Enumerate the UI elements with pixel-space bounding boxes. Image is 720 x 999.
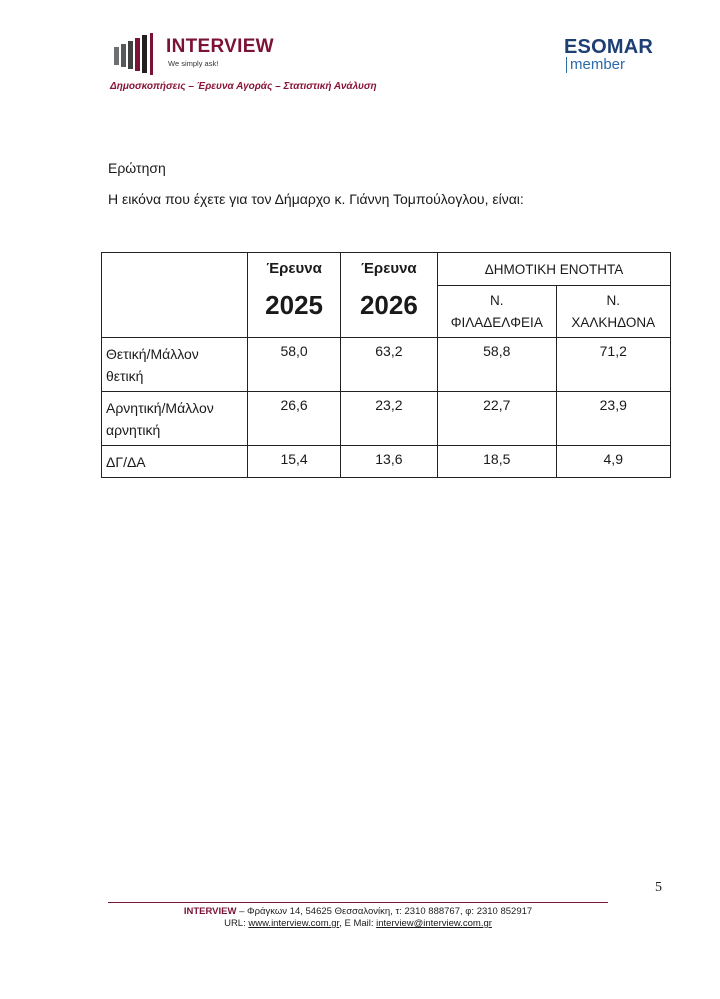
row-label (102, 392, 248, 446)
row-label (102, 338, 248, 392)
logo-text (166, 36, 274, 68)
footer-url-label: URL: (224, 918, 249, 929)
results-table (101, 252, 671, 478)
question-label: Ερώτηση (108, 160, 166, 176)
survey-word: Έρευνα (361, 260, 417, 277)
company-tagline: Δημοσκοπήσεις – Έρευνα Αγοράς – Στατιστική Ανάλυση (110, 81, 377, 92)
page-header (110, 30, 670, 100)
footer-address: – Φράγκων 14, 54625 Θεσσαλονίκη, τ: 2310 888767, φ: 2310 852917 (236, 906, 533, 917)
survey-year: 2025 (265, 290, 324, 320)
page-footer (108, 906, 608, 930)
survey-word: Έρευνα (266, 260, 322, 277)
value-cell: 23,2 (340, 392, 437, 446)
value-cell: 58,8 (438, 338, 557, 392)
footer-email-link[interactable]: interview@interview.com.gr (376, 918, 492, 929)
value-cell: 4,9 (556, 446, 670, 478)
footer-company: INTERVIEW (183, 906, 237, 917)
value-cell: 13,6 (340, 446, 437, 478)
row-label-line: Αρνητική/Μάλλον (106, 400, 214, 416)
survey-year: 2026 (359, 290, 418, 320)
esomar-logo (564, 36, 670, 73)
row-label-line: Θετική/Μάλλον (106, 346, 199, 362)
region-xalkidona-header (556, 286, 670, 338)
esomar-member: member (566, 57, 670, 73)
row-label-line: θετική (106, 368, 144, 384)
page-number: 5 (655, 880, 662, 895)
interview-logo-icon (114, 33, 162, 75)
value-cell: 63,2 (340, 338, 437, 392)
table-header-row (102, 253, 671, 286)
table-row (102, 338, 671, 392)
footer-contact-line (108, 918, 608, 930)
table-row (102, 392, 671, 446)
region-line: Ν. (606, 292, 620, 308)
value-cell: 22,7 (438, 392, 557, 446)
region-filadelfeia-header (438, 286, 557, 338)
value-cell: 15,4 (248, 446, 340, 478)
row-label (102, 446, 248, 478)
value-cell: 23,9 (556, 392, 670, 446)
row-label-line: ΔΓ/ΔΑ (106, 454, 146, 470)
footer-divider (108, 902, 608, 903)
footer-email-label: , E Mail: (339, 918, 377, 929)
value-cell: 71,2 (556, 338, 670, 392)
footer-address-line (108, 906, 608, 918)
esomar-name: ESOMAR (564, 36, 653, 58)
footer-url-link[interactable]: www.interview.com.gr (248, 918, 340, 929)
value-cell: 58,0 (248, 338, 340, 392)
survey-2026-header (340, 253, 437, 338)
value-cell: 26,6 (248, 392, 340, 446)
region-line: ΦΙΛΑΔΕΛΦΕΙΑ (450, 314, 543, 330)
logo-name: INTERVIEW (166, 36, 274, 57)
region-line: ΧΑΛΚΗΔΟΝΑ (571, 314, 656, 330)
row-label-line: αρνητική (106, 422, 161, 438)
empty-header-cell (102, 253, 248, 338)
survey-2025-header (248, 253, 340, 338)
table-row (102, 446, 671, 478)
region-header: ΔΗΜΟΤΙΚΗ ΕΝΟΤΗΤΑ (438, 253, 671, 286)
value-cell: 18,5 (438, 446, 557, 478)
logo-tagline: We simply ask! (168, 59, 219, 68)
question-text: Η εικόνα που έχετε για τον Δήμαρχο κ. Γιάννη Τομπούλογλου, είναι: (108, 191, 524, 207)
region-line: Ν. (490, 292, 504, 308)
